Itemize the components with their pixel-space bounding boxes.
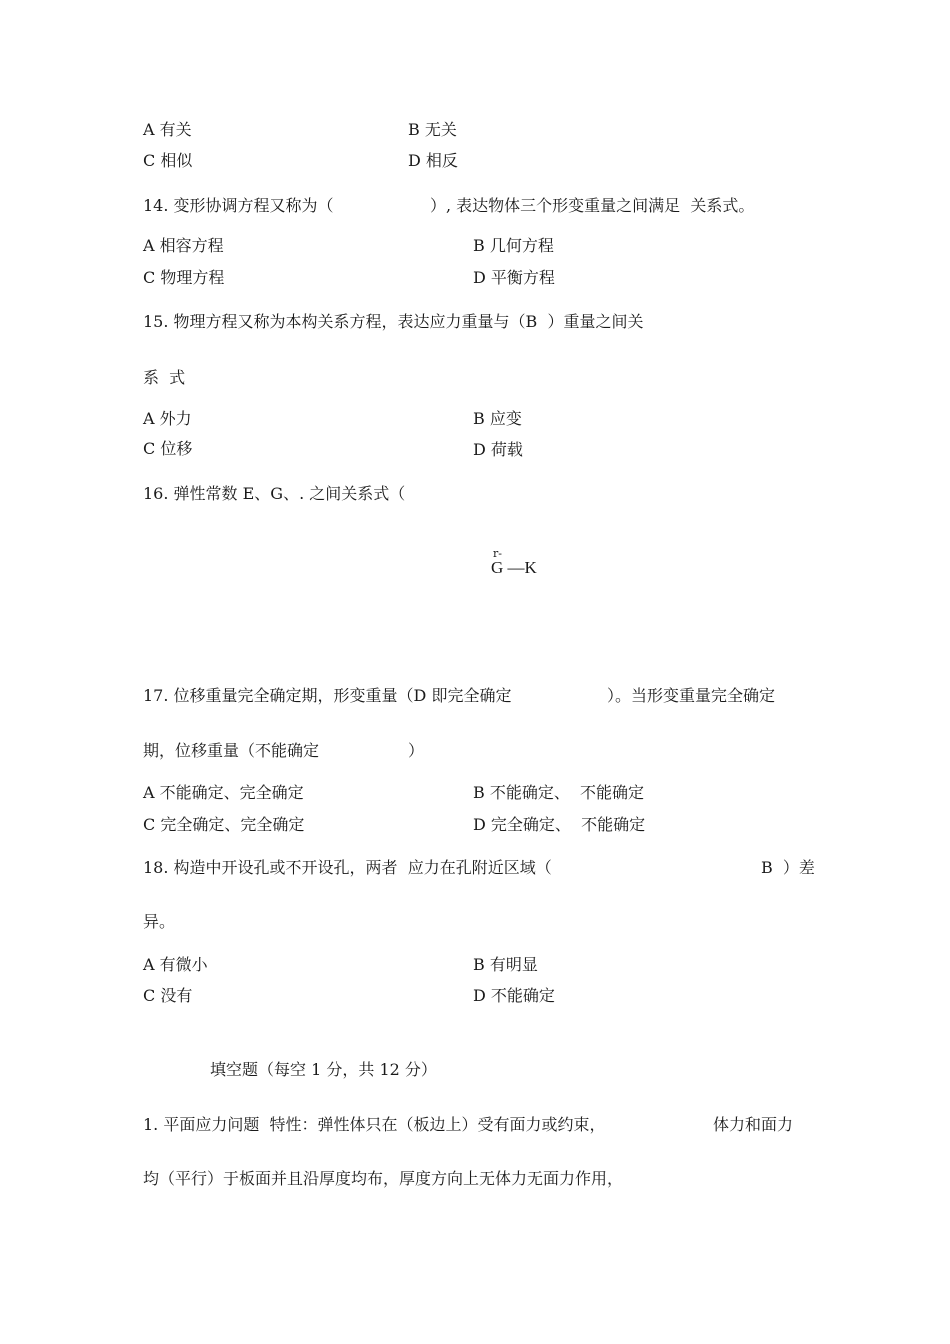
q14-option-b: B 几何方程 [473,236,554,255]
q14-stem-end: ）, 表达物体三个形变重量之间满足 关系式。 [430,196,755,215]
q15-option-b: B 应变 [473,409,522,428]
q18-option-b: B 有明显 [473,955,538,974]
fill-section-heading: 填空题（每空 1 分，共 12 分） [210,1060,437,1079]
q13-option-c: C 相似 [143,151,193,170]
fill-q1-line1-end: 体力和面力 [713,1115,794,1134]
q16-stem: 16. 弹性常数 E、G、. 之间关系式（ [143,484,406,503]
fill-q1-line1-start: 1. 平面应力问题 特性：弹性体只在（板边上）受有面力或约束， [143,1115,606,1134]
q17-stem-line1-start: 17. 位移重量完全确定期，形变重量（D 即完全确定 [143,686,512,705]
q15-option-c: C 位移 [143,439,193,458]
q18-option-d: D 不能确定 [473,986,555,1005]
q15-option-a: A 外力 [143,409,192,428]
q18-option-a: A 有微小 [143,955,208,974]
q17-stem-line2-start: 期，位移重量（不能确定 [143,741,320,760]
q17-option-a: A 不能确定、完全确定 [143,783,304,802]
q18-stem-line1-end: B ）差 [761,858,815,877]
q17-option-b: B 不能确定、 不能确定 [473,783,645,802]
q13-option-a: A 有关 [143,120,192,139]
q13-option-b: B 无关 [408,120,457,139]
q14-option-d: D 平衡方程 [473,268,555,287]
q18-stem-line1-start: 18. 构造中开设孔或不开设孔，两者 应力在孔附近区域（ [143,858,552,877]
fill-q1-line2: 均（平行）于板面并且沿厚度均布，厚度方向上无体力无面力作用， [143,1169,624,1188]
q17-option-d: D 完全确定、 不能确定 [473,815,646,834]
q15-option-d: D 荷载 [473,440,523,459]
q14-option-a: A 相容方程 [143,236,224,255]
q14-stem-start: 14. 变形协调方程又称为（ [143,196,334,215]
q13-option-d: D 相反 [408,151,458,170]
q15-stem-line1: 15. 物理方程又称为本构关系方程，表达应力重量与（B ）重量之间关 [143,312,644,331]
q17-option-c: C 完全确定、完全确定 [143,815,305,834]
q14-option-c: C 物理方程 [143,268,225,287]
q16-formula-mark: r- [493,547,502,560]
q18-option-c: C 没有 [143,986,193,1005]
q17-stem-line1-end: ）。当形变重量完全确定 [607,686,776,705]
q17-stem-line2-end: ） [408,741,425,760]
q18-stem-line2: 异。 [143,912,176,931]
q15-stem-line2: 系 式 [143,368,186,387]
q16-formula: G —K [491,558,537,577]
